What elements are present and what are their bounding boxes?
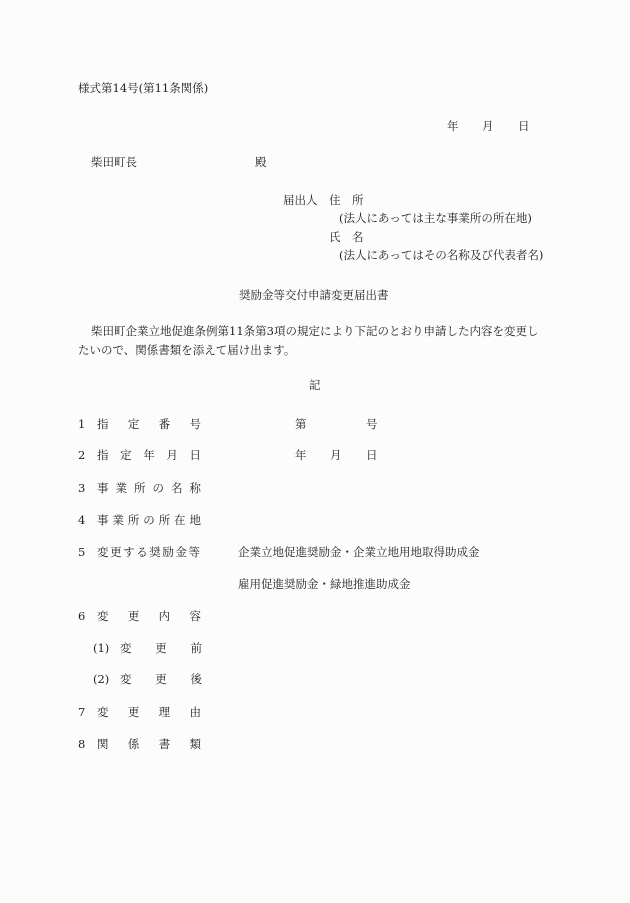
label-char: る xyxy=(136,545,148,559)
form-number: 様式第14号(第11条関係) xyxy=(78,81,209,95)
subitem-after-change xyxy=(0,672,630,686)
name-label-1: 氏 xyxy=(329,230,341,244)
label-char: 事 xyxy=(97,481,109,495)
date-month-label: 月 xyxy=(482,119,494,133)
item-label xyxy=(97,417,201,431)
label-char: 更 xyxy=(127,609,140,623)
label-char: 更 xyxy=(155,641,167,655)
applicant-label: 届出人 xyxy=(283,193,318,207)
label-char: 書 xyxy=(158,737,171,751)
label-char: 指 xyxy=(97,448,109,462)
label-char: 変 xyxy=(97,705,109,719)
label-char: 変 xyxy=(120,672,132,686)
label-char: 前 xyxy=(190,641,202,655)
item-related-documents xyxy=(0,737,630,751)
label-char: 番 xyxy=(158,417,171,431)
date-year-label: 年 xyxy=(447,119,459,133)
ki-heading: 記 xyxy=(309,378,321,392)
item-label xyxy=(97,545,200,559)
label-char: 更 xyxy=(110,545,122,559)
label-char: 奨 xyxy=(149,545,161,559)
item-label xyxy=(97,609,201,623)
label-char: 月 xyxy=(166,448,178,462)
label-char: 定 xyxy=(120,448,132,462)
body-line-2: たいので、関係書類を添えて届け出ます。 xyxy=(78,343,296,357)
label-char: 等 xyxy=(188,545,200,559)
label-char: 容 xyxy=(189,609,201,623)
label-char: 変 xyxy=(97,609,109,623)
label-char: 所 xyxy=(127,513,140,527)
item-label xyxy=(97,513,201,527)
label-char: 定 xyxy=(127,417,140,431)
item-num: 1 xyxy=(78,417,86,431)
designation-prefix: 第 xyxy=(295,417,307,431)
label-char: 業 xyxy=(115,481,127,495)
subitem-label xyxy=(120,641,202,655)
label-char: 由 xyxy=(189,705,201,719)
item-office-location xyxy=(0,513,630,527)
designation-suffix: 号 xyxy=(366,417,378,431)
addressee-honorific: 殿 xyxy=(255,155,267,169)
subitem-num: (1) xyxy=(93,641,110,655)
label-char: 称 xyxy=(189,481,201,495)
label-char: 変 xyxy=(97,545,109,559)
label-char: 更 xyxy=(127,705,140,719)
subitem-label xyxy=(120,672,202,686)
address-label-1: 住 xyxy=(329,193,341,207)
name-note: (法人にあってはその名称及び代表者名) xyxy=(339,248,544,262)
label-char: 業 xyxy=(112,513,124,527)
item-designation-number xyxy=(0,417,630,431)
label-char: 変 xyxy=(120,641,132,655)
label-char: 金 xyxy=(175,545,187,559)
label-char: 励 xyxy=(162,545,174,559)
item-incentive-continuation xyxy=(0,577,630,591)
item-num: 7 xyxy=(78,705,86,719)
label-char: 名 xyxy=(171,481,183,495)
incentive-line-2: 雇用促進奨励金・緑地推進助成金 xyxy=(238,577,411,591)
body-line-1: 柴田町企業立地促進条例第11条第3項の規定により下記のとおり申請した内容を変更し xyxy=(91,324,539,338)
item-num: 2 xyxy=(78,448,86,462)
label-char: 事 xyxy=(97,513,109,527)
name-label-2: 名 xyxy=(352,230,364,244)
address-note: (法人にあっては主な事業所の所在地) xyxy=(339,211,532,225)
date-day-label: 日 xyxy=(518,119,530,133)
item-change-details xyxy=(0,609,630,623)
addressee-name: 柴田町長 xyxy=(91,155,137,169)
item-label xyxy=(97,448,201,462)
label-char: 関 xyxy=(97,737,109,751)
label-char: 後 xyxy=(190,672,202,686)
label-char: の xyxy=(152,481,164,495)
item-change-reason xyxy=(0,705,630,719)
label-char: 号 xyxy=(189,417,201,431)
item-num: 5 xyxy=(78,545,86,559)
label-char: す xyxy=(123,545,135,559)
item-num: 8 xyxy=(78,737,86,751)
item-num: 4 xyxy=(78,513,86,527)
item-office-name xyxy=(0,481,630,495)
incentive-line-1: 企業立地促進奨励金・企業立地用地取得助成金 xyxy=(238,545,480,559)
label-char: 係 xyxy=(127,737,140,751)
label-char: 理 xyxy=(158,705,171,719)
item-num: 3 xyxy=(78,481,86,495)
subitem-num: (2) xyxy=(93,672,110,686)
label-char: 指 xyxy=(97,417,109,431)
label-char: 年 xyxy=(143,448,155,462)
label-char: 内 xyxy=(158,609,171,623)
label-char: 所 xyxy=(134,481,146,495)
address-label-2: 所 xyxy=(352,193,364,207)
label-char: 日 xyxy=(189,448,201,462)
designation-month: 月 xyxy=(330,448,342,462)
label-char: 類 xyxy=(189,737,201,751)
item-num: 6 xyxy=(78,609,86,623)
label-char: 地 xyxy=(189,513,201,527)
label-char: 在 xyxy=(174,513,186,527)
item-incentive-to-change xyxy=(0,545,630,559)
item-label xyxy=(97,481,201,495)
label-char: 所 xyxy=(158,513,171,527)
designation-day: 日 xyxy=(366,448,378,462)
item-label xyxy=(97,737,201,751)
item-designation-date xyxy=(0,448,630,462)
designation-year: 年 xyxy=(295,448,307,462)
item-label xyxy=(97,705,201,719)
document-title: 奨励金等交付申請変更届出書 xyxy=(239,288,389,302)
label-char: 更 xyxy=(155,672,167,686)
label-char: の xyxy=(143,513,155,527)
subitem-before-change xyxy=(0,641,630,655)
